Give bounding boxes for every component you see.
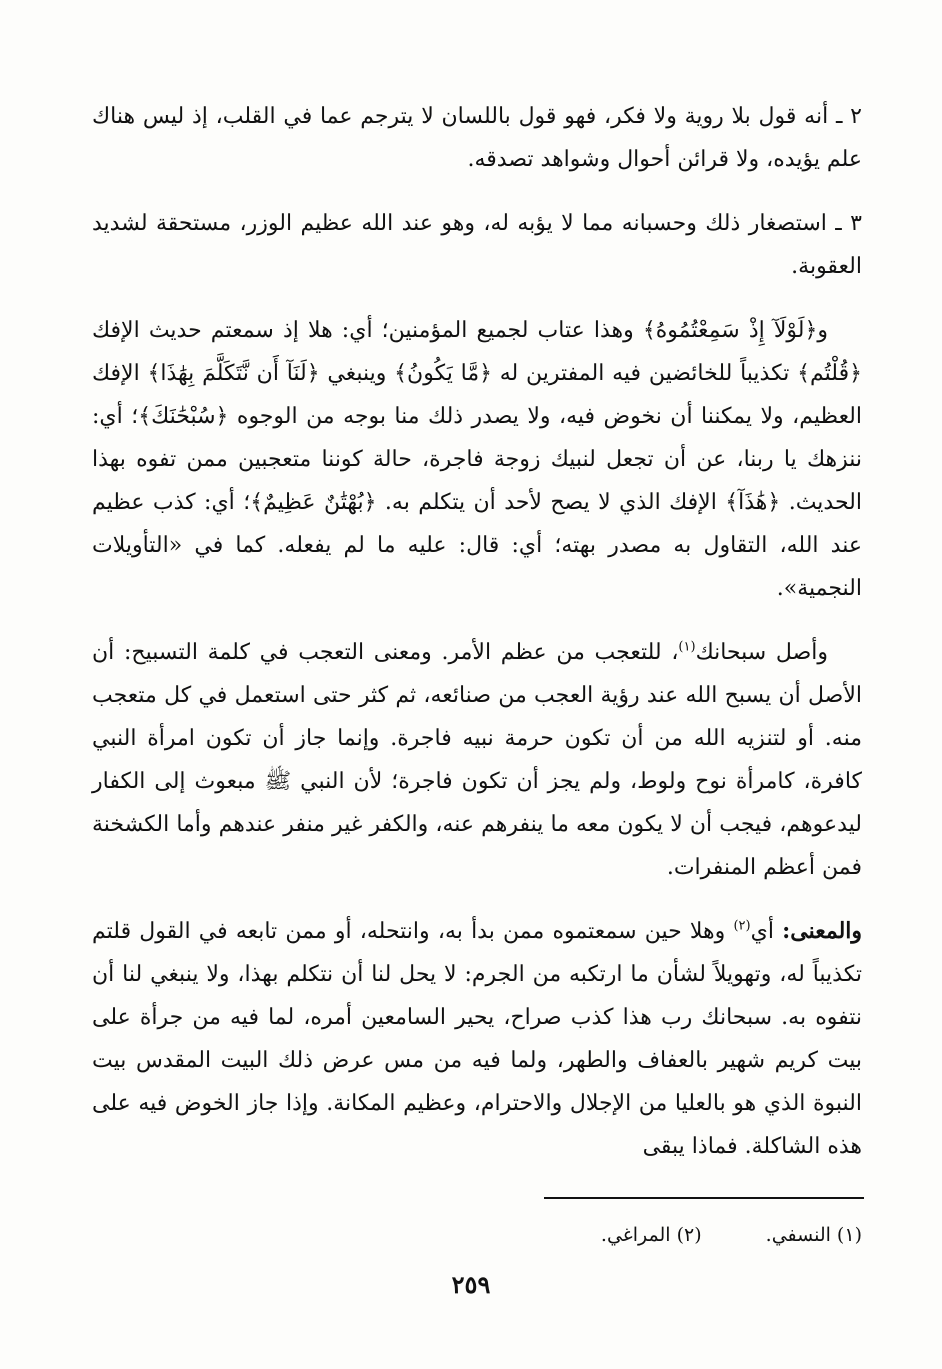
footnote-1: (١) النسفي. [765,1224,862,1246]
paragraph-text: وأصل سبحانك [695,640,828,665]
paragraph-point-2 [92,95,862,181]
paragraph-subhanak-origin [92,631,862,889]
paragraph-text: و﴿لَوْلَآ إِذْ سَمِعْتُمُوهُ﴾ وهذا عتاب لجميع المؤمنين؛ أي: هلا إذ سمعتم حديث الإفك ﴿قُلْتُم﴾ تكذيباً للخائضين فيه المفترين له ﴿مَّا يَكُونُ﴾ وينبغي ﴿لَنَآ أَن نَّتَكَلَّمَ بِهَٰذَا﴾ الإفك العظيم، ولا يمكننا أن نخوض فيه، ولا يصدر ذلك منا بوجه من الوجوه ﴿سُبْحَٰنَكَ﴾؛ أي: ننزهك يا ربنا، عن أن تجعل لنبيك زوجة فاجرة، حالة كوننا متعجبين ممن تفوه بهذا الحديث. ﴿هَٰذَآ﴾ الإفك الذي لا يصح لأحد أن يتكلم به. ﴿بُهْتَٰنٌ عَظِيمٌ﴾؛ أي: كذب عظيم عند الله، التقاول به مصدر بهته؛ أي: قال: عليه ما لم يفعله. كما في «التأويلات النجمية». [92,318,862,601]
paragraph-text: ٢ ـ أنه قول بلا روية ولا فكر، فهو قول باللسان لا يترجم عما في القلب، إذ ليس هناك علم يؤيده، ولا قرائن أحوال وشواهد تصدقه. [92,104,862,172]
main-text [92,95,862,1189]
paragraph-verse-commentary [92,309,862,610]
paragraph-text: ، للتعجب من عظم الأمر. ومعنى التعجب في كلمة التسبيح: أن الأصل أن يسبح الله عند رؤية العجب من صنائعه، ثم كثر حتى استعمل في كل متعجب منه. أو لتنزيه الله من أن تكون حرمة نبيه فاجرة. وإنما جاز أن تكون امرأة النبي كافرة، كامرأة نوح ولوط، ولم يجز أن تكون فاجرة؛ لأن النبي ﷺ مبعوث إلى الكفار ليدعوهم، فيجب أن لا يكون معه ما ينفرهم عنه، والكفر غير منفر عندهم وأما الكشخنة فمن أعظم المنفرات. [92,640,862,880]
paragraph-text: وهلا حين سمعتموه ممن بدأ به، وانتحله، أو ممن تابعه في القول قلتم تكذيباً له، وتهويلاً لشأن ما ارتكبه من الجرم: لا يحل لنا أن نتكلم بهذا، ولا ينبغي لنا أن نتفوه به. سبحانك رب هذا كذب صراح، يحير السامعين أمره، لما فيه من جرأة على بيت كريم شهير بالعفاف والطهر، ولما فيه من مس عرض ذلك البيت المقدس بيت النبوة الذي هو بالعليا من الإجلال والاحترام، وعظيم المكانة. وإذا جاز الخوض فيه على هذه الشاكلة. فماذا يبقى [92,919,862,1159]
page-number: ٢٥٩ [451,1270,491,1299]
paragraph-lead-term: والمعنى: [782,918,863,944]
paragraph-text: ٣ ـ استصغار ذلك وحسبانه مما لا يؤبه له، وهو عند الله عظيم الوزر، مستحقة لشديد العقوبة. [92,211,862,279]
footnotes [92,1222,862,1248]
paragraph-text: أي [750,919,783,944]
footnote-2: (٢) المراغي. [600,1224,702,1246]
footnote-ref-2: (٢) [733,918,751,934]
footnote-separator [544,1197,864,1199]
paragraph-meaning [92,910,862,1168]
paragraph-point-3 [92,202,862,288]
footnote-ref-1: (١) [678,639,696,655]
